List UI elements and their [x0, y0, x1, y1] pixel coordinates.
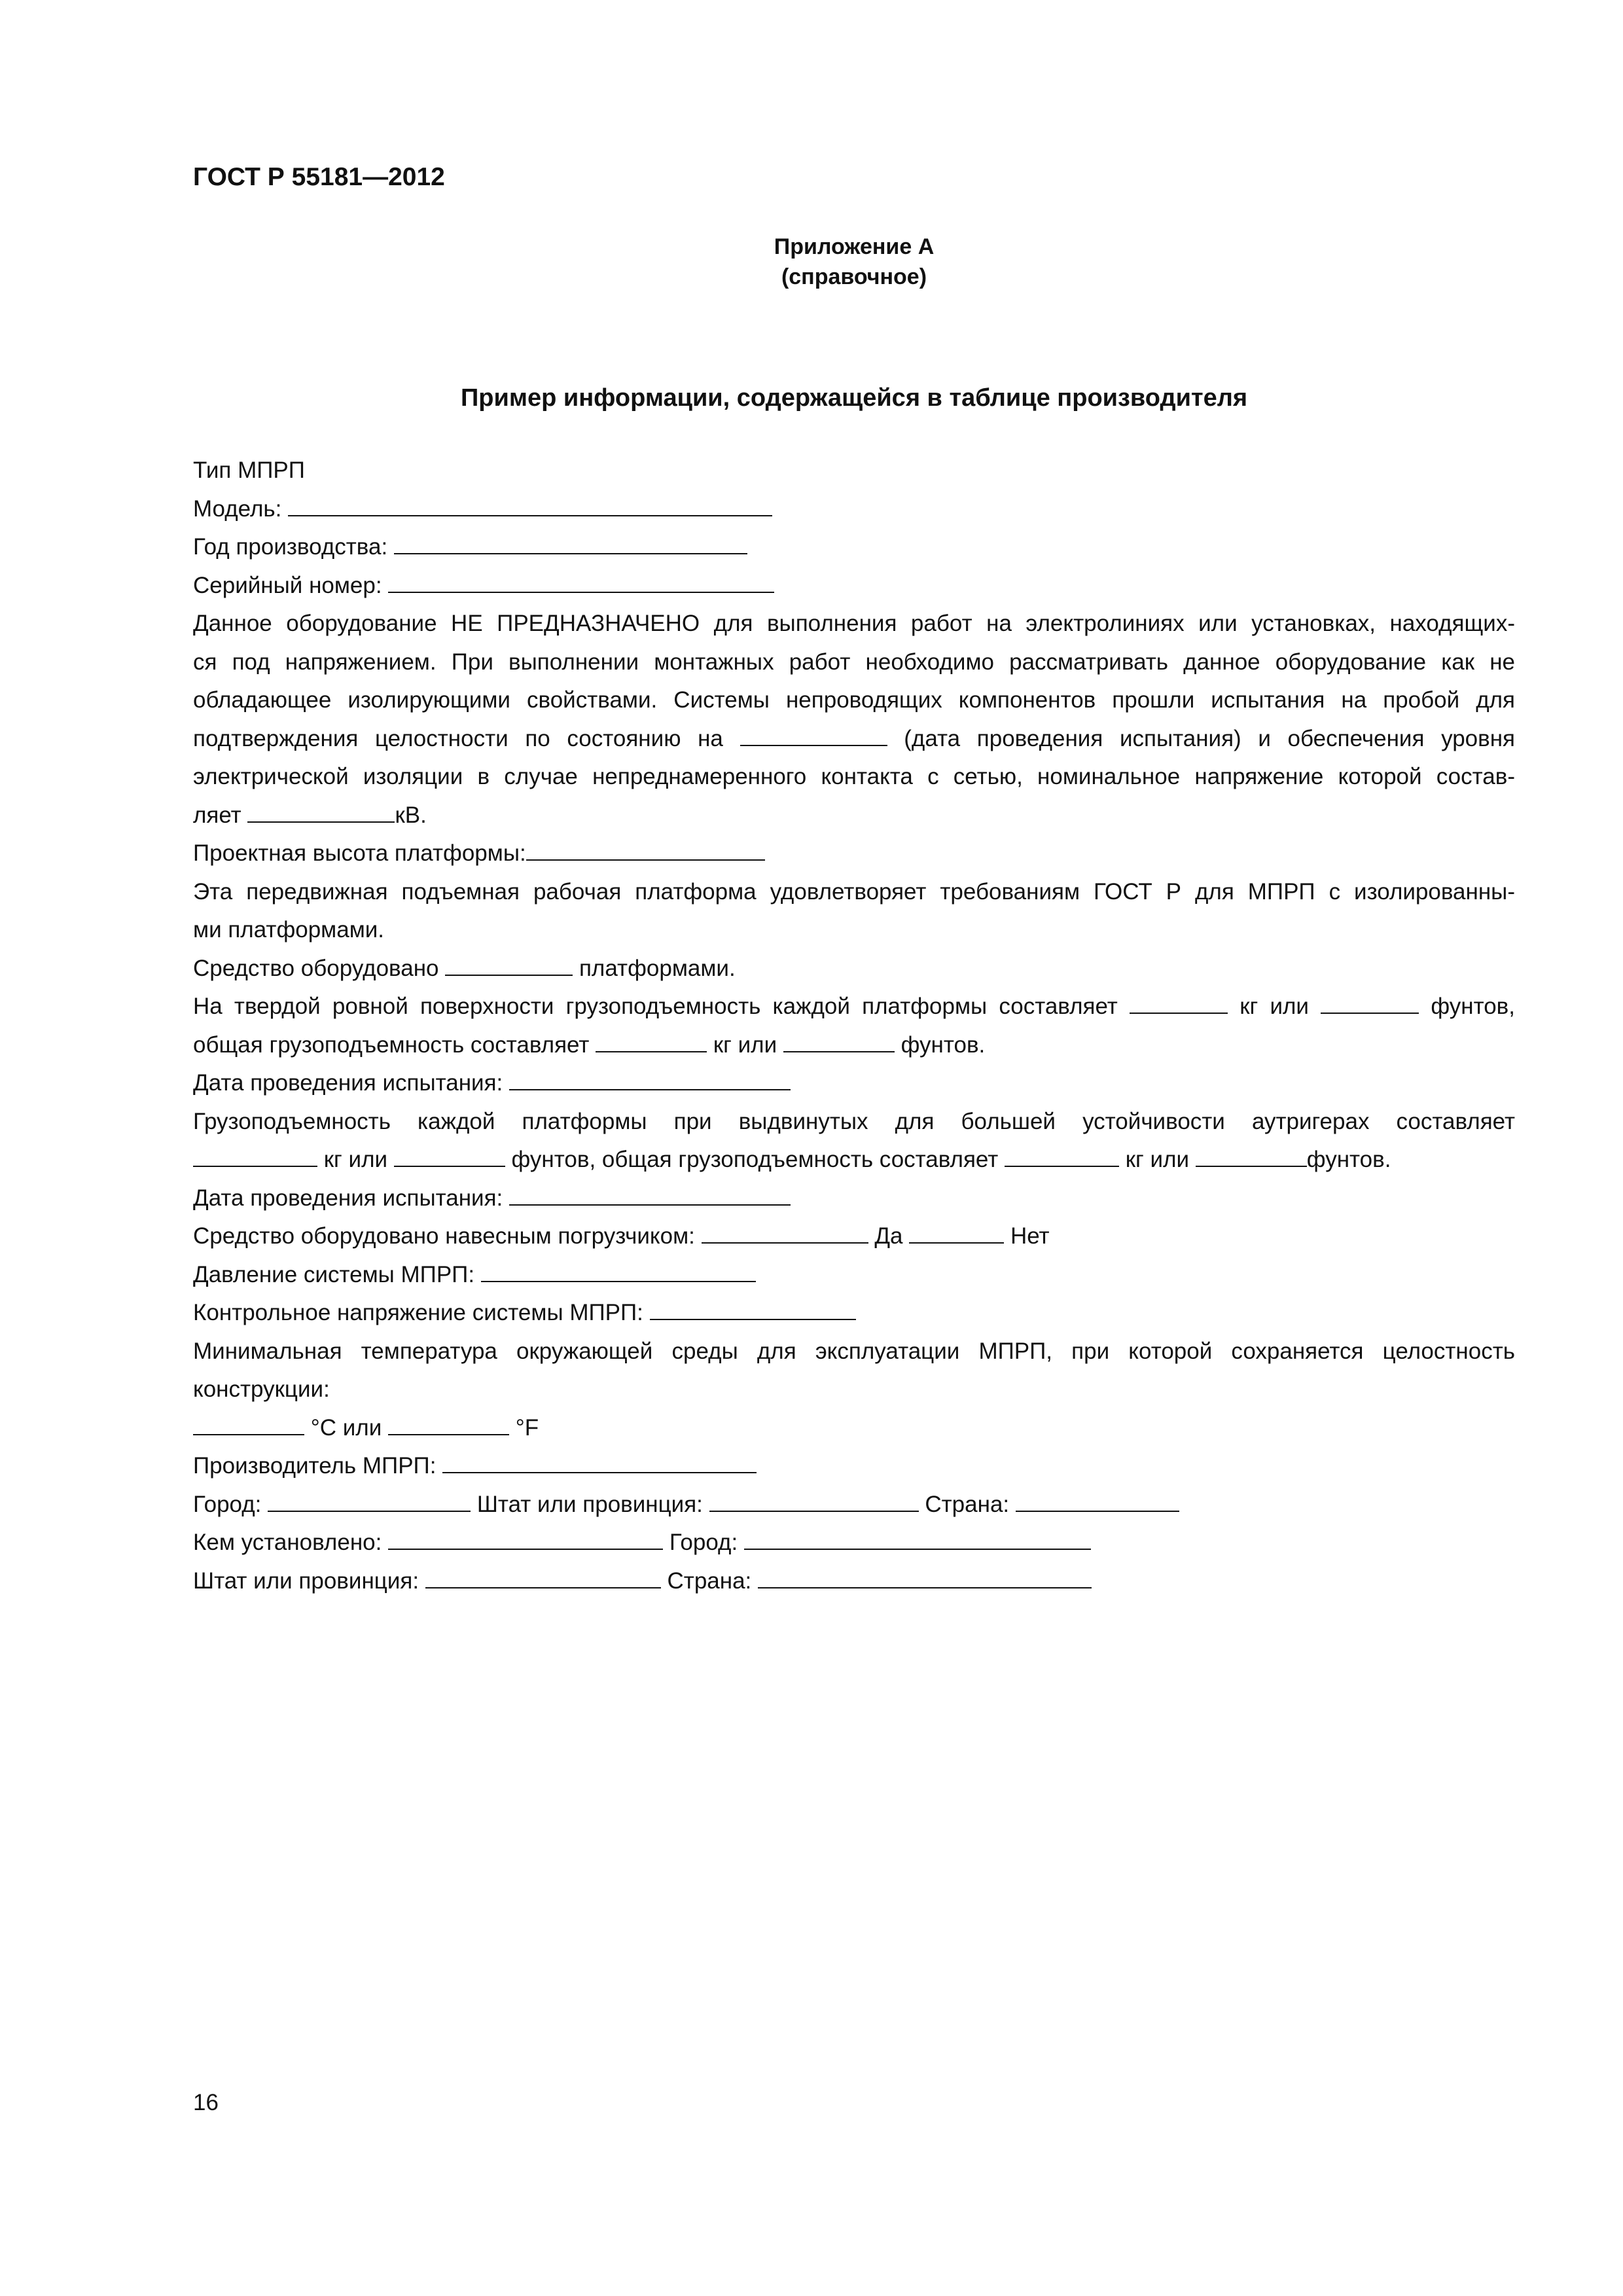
- control-voltage-line: [193, 1294, 1515, 1333]
- p4-funtov-dot: фунтов.: [1306, 1147, 1391, 1172]
- p1-line2: [193, 643, 1515, 682]
- p3-kg-or-2: кг или: [713, 1031, 777, 1058]
- test-date-line-1: [193, 1064, 1515, 1103]
- annex-title: Приложение А: [774, 234, 935, 259]
- year-field[interactable]: [394, 532, 747, 554]
- height-label: Проектная высота платформы:: [193, 840, 526, 866]
- platform-lb-field[interactable]: [1321, 992, 1419, 1014]
- location-line: [193, 1486, 1515, 1524]
- p4-kg-or: кг или: [323, 1147, 388, 1172]
- test-date-line-2: [193, 1179, 1515, 1218]
- installer-city-field[interactable]: [744, 1528, 1091, 1550]
- yes-label: Да: [874, 1223, 903, 1249]
- installer-state-label: Штат или провинция:: [193, 1568, 419, 1594]
- annex-kind: (справочное): [781, 264, 927, 289]
- installer-location-line: [193, 1562, 1515, 1601]
- p1-line1: [193, 605, 1515, 643]
- pressure-field[interactable]: [481, 1260, 756, 1282]
- manufacturer-line: [193, 1447, 1515, 1486]
- p2-line2: [193, 911, 1515, 950]
- outrigger-lb-field[interactable]: [394, 1145, 505, 1167]
- installer-country-field[interactable]: [758, 1566, 1092, 1588]
- p2-text1: Эта передвижная подъемная рабочая платформа удовлетворяет требованиям ГОСТ Р для МПРП с изолированны-: [193, 878, 1515, 905]
- total-kg-field[interactable]: [596, 1030, 707, 1052]
- year-line: [193, 528, 1515, 567]
- country-field[interactable]: [1016, 1490, 1179, 1512]
- platform-kg-field[interactable]: [1130, 992, 1228, 1014]
- type-line: [193, 452, 1515, 490]
- p5-line1: [193, 1333, 1515, 1371]
- document-code: ГОСТ Р 55181—2012: [193, 163, 445, 191]
- forklift-no-field[interactable]: [909, 1221, 1004, 1244]
- height-line: [193, 834, 1515, 873]
- total-lb-field[interactable]: [783, 1030, 895, 1052]
- p5-text1: Минимальная температура окружающей среды для эксплуатации МПРП, при которой сохраняется целостность: [193, 1338, 1515, 1364]
- serial-field[interactable]: [388, 571, 774, 593]
- installer-city-label: Город:: [669, 1530, 738, 1555]
- p4-line2: [193, 1141, 1515, 1179]
- p1-text4b: (дата проведения испытания) и обеспечения уровня: [904, 725, 1515, 751]
- p1-text2: ся под напряжением. При выполнении монтажных работ необходимо рассматривать данное оборудование как не: [193, 649, 1515, 675]
- outrigger-total-kg-field[interactable]: [1005, 1145, 1119, 1167]
- city-label: Город:: [193, 1491, 262, 1517]
- forklift-yes-field[interactable]: [702, 1221, 868, 1244]
- p4-text2b: фунтов, общая грузоподъемность составляет: [511, 1147, 999, 1172]
- temperature-line: [193, 1409, 1515, 1448]
- p4-text1: Грузоподъемность каждой платформы при выдвинутых для большей устойчивости аутригерах составляет: [193, 1108, 1515, 1134]
- p3-funtov-dot: фунтов.: [901, 1031, 986, 1058]
- p3-line2: [193, 1026, 1515, 1065]
- p2-text2: ми платформами.: [193, 917, 385, 942]
- type-label: Тип МПРП: [193, 457, 305, 483]
- voltage-field[interactable]: [247, 800, 395, 823]
- installed-line: [193, 1524, 1515, 1562]
- p3-kg-or: кг или: [1240, 994, 1309, 1019]
- p1-text6b: кВ.: [395, 802, 427, 828]
- model-field[interactable]: [288, 494, 772, 516]
- test-date-field-1[interactable]: [509, 1068, 791, 1090]
- p1-text5: электрической изоляции в случае непреднамеренного контакта с сетью, номинальное напряжение которой состав-: [193, 764, 1515, 789]
- forklift-line: [193, 1217, 1515, 1256]
- section-title: Пример информации, содержащейся в таблице производителя: [460, 384, 1248, 412]
- state-field[interactable]: [709, 1490, 919, 1512]
- p3-text2a: общая грузоподъемность составляет: [193, 1031, 590, 1058]
- p5-line2: [193, 1371, 1515, 1409]
- country-label: Страна:: [925, 1491, 1010, 1517]
- installed-by-label: Кем установлено:: [193, 1530, 382, 1555]
- model-line: [193, 490, 1515, 529]
- form-body: [193, 452, 1515, 1600]
- pressure-line: [193, 1256, 1515, 1295]
- p2-line1: [193, 873, 1515, 912]
- model-label: Модель:: [193, 495, 282, 522]
- height-field[interactable]: [526, 838, 765, 861]
- annex-heading: [0, 232, 1623, 292]
- p1-line4: [193, 720, 1515, 759]
- p1-line3: [193, 681, 1515, 720]
- equipped-text-a: Средство оборудовано: [193, 955, 439, 981]
- forklift-label: Средство оборудовано навесным погрузчиком:: [193, 1223, 695, 1249]
- platform-count-field[interactable]: [445, 954, 573, 976]
- pressure-label: Давление системы МПРП:: [193, 1261, 475, 1287]
- outrigger-total-lb-field[interactable]: [1196, 1145, 1307, 1167]
- equipped-text-b: платформами.: [579, 955, 736, 981]
- page-number: 16: [193, 2090, 219, 2115]
- p1-text3: обладающее изолирующими свойствами. Системы непроводящих компонентов прошли испытания на пробой для: [193, 687, 1515, 713]
- outrigger-kg-field[interactable]: [193, 1145, 317, 1167]
- celsius-label: °С или: [310, 1414, 382, 1441]
- test-date-label-1: Дата проведения испытания:: [193, 1070, 503, 1096]
- p4-kg-or-2: кг или: [1125, 1147, 1190, 1172]
- celsius-field[interactable]: [193, 1413, 304, 1435]
- serial-line: [193, 567, 1515, 605]
- test-date-field-2[interactable]: [509, 1183, 791, 1206]
- state-label: Штат или провинция:: [476, 1491, 703, 1517]
- test-date-field[interactable]: [740, 724, 887, 746]
- no-label: Нет: [1010, 1223, 1050, 1249]
- p3-text1a: На твердой ровной поверхности грузоподъемность каждой платформы составляет: [193, 994, 1118, 1019]
- p1-text4a: подтверждения целостности по состоянию на: [193, 725, 723, 751]
- p5-text2: конструкции:: [193, 1376, 330, 1402]
- test-date-label-2: Дата проведения испытания:: [193, 1185, 503, 1211]
- serial-label: Серийный номер:: [193, 572, 382, 598]
- installer-state-field[interactable]: [425, 1566, 661, 1588]
- installed-by-field[interactable]: [388, 1528, 663, 1550]
- fahrenheit-field[interactable]: [388, 1413, 509, 1435]
- installer-country-label: Страна:: [667, 1568, 752, 1594]
- fahrenheit-label: °F: [515, 1414, 539, 1441]
- p3-line1: [193, 988, 1515, 1026]
- p1-line6: [193, 797, 1515, 835]
- p3-funtov: фунтов,: [1431, 994, 1515, 1019]
- p4-line1: [193, 1103, 1515, 1141]
- year-label: Год производства:: [193, 534, 388, 560]
- control-voltage-label: Контрольное напряжение системы МПРП:: [193, 1300, 643, 1325]
- p1-text6a: ляет: [193, 802, 241, 828]
- p1-line5: [193, 758, 1515, 797]
- manufacturer-field[interactable]: [442, 1451, 757, 1473]
- control-voltage-field[interactable]: [650, 1298, 856, 1320]
- manufacturer-label: Производитель МПРП:: [193, 1453, 437, 1479]
- city-field[interactable]: [268, 1490, 471, 1512]
- p1-text1: Данное оборудование НЕ ПРЕДНАЗНАЧЕНО для выполнения работ на электролиниях или установках, находящих-: [193, 611, 1515, 636]
- equipped-line: [193, 950, 1515, 988]
